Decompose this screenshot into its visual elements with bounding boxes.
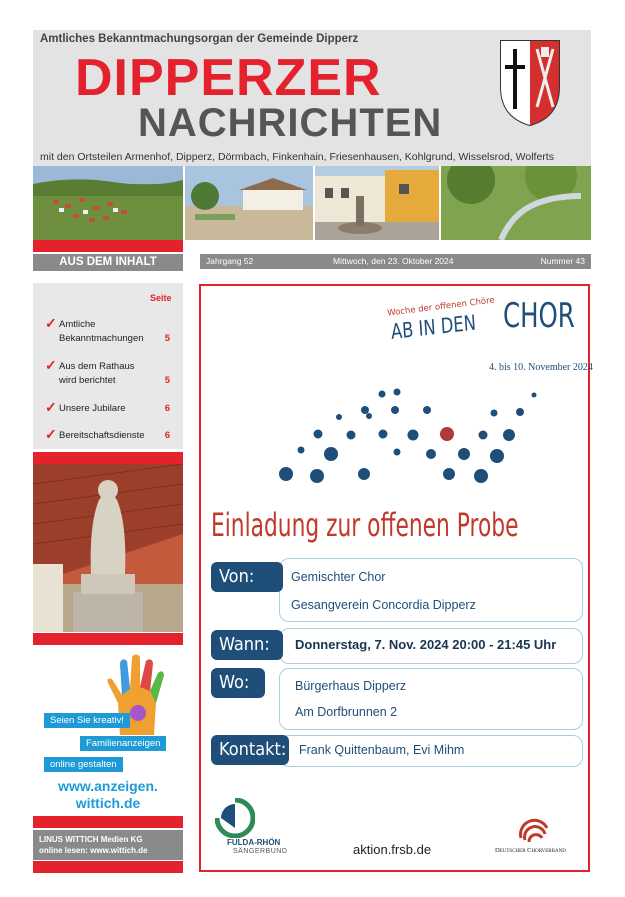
chor-text: CHOR	[503, 296, 575, 336]
von-choir: Gemischter Chor	[291, 570, 386, 584]
village-aerial-photo	[33, 166, 183, 240]
ortsteile-line: mit den Ortsteilen Armenhof, Dipperz, Dörmbach, Finkenhain, Friesenhausen, Kohlgrund, Wisselsrod, Wolferts	[40, 151, 554, 163]
issue-date: Mittwoch, den 23. Oktober 2024	[333, 256, 454, 266]
ad-tag-family[interactable]: Familienanzeigen	[80, 736, 166, 751]
fulda-rhoen-logo-icon	[215, 798, 255, 838]
organ-line: Amtliches Bekanntmachungsorgan der Gemeinde Dipperz	[40, 33, 359, 45]
divider-bar	[33, 816, 183, 828]
divider-bar	[33, 240, 183, 252]
wo-venue: Bürgerhaus Dipperz	[295, 679, 407, 693]
wann-label: Wann:	[211, 630, 283, 660]
title-dipperzer: DIPPERZER	[75, 49, 382, 107]
publisher-url: online lesen: www.wittich.de	[39, 846, 148, 855]
contents-page-label: Seite	[150, 293, 172, 303]
check-icon: ✓	[45, 357, 57, 373]
von-club: Gesangverein Concordia Dipperz	[291, 598, 476, 612]
fountain-photo	[315, 166, 439, 240]
divider-bar	[33, 452, 183, 464]
kontakt-label: Kontakt:	[211, 735, 289, 765]
chorverband-logo-icon	[517, 818, 551, 842]
wo-address: Am Dorfbrunnen 2	[295, 705, 398, 719]
campaign-url[interactable]: aktion.frsb.de	[353, 842, 432, 857]
wo-label: Wo:	[211, 668, 265, 698]
contents-item[interactable]: ✓ Unsere Jubilare 6	[45, 399, 170, 415]
kontakt-value: Frank Quittenbaum, Evi Mihm	[299, 743, 465, 757]
wo-box	[279, 668, 583, 730]
wann-value: Donnerstag, 7. Nov. 2024 20:00 - 21:45 Uhr	[295, 637, 557, 652]
issue-bar	[200, 254, 591, 269]
invitation-poster	[199, 284, 593, 872]
check-icon: ✓	[45, 399, 57, 415]
von-label: Von:	[211, 562, 283, 592]
ad-tag-online[interactable]: online gestalten	[44, 757, 123, 772]
stream-photo	[441, 166, 591, 240]
chorverband-name: Deutscher Chorverband	[495, 847, 566, 854]
week-of-open-choirs: Woche der offenen Chöre	[386, 295, 496, 319]
town-square-photo	[185, 166, 313, 240]
contents-heading: AUS DEM INHALT	[33, 254, 183, 271]
divider-bar	[33, 633, 183, 645]
check-icon: ✓	[45, 426, 57, 442]
coat-of-arms-icon	[499, 37, 561, 127]
contents-item[interactable]: ✓ Bereitschaftsdienste 6	[45, 426, 170, 442]
dot-pattern-graphic	[271, 382, 541, 492]
fulda-rhoen-name: FULDA-RHÖN	[227, 838, 281, 847]
contents-item[interactable]: ✓ Amtliche Bekanntmachungen 5	[45, 315, 170, 344]
issue-number: Nummer 43	[540, 256, 585, 266]
publisher-name: LINUS WITTICH Medien KG	[39, 835, 143, 844]
saengerbund-name: SÄNGERBUND	[233, 848, 288, 855]
contents-item[interactable]: ✓ Aus dem Rathaus wird berichtet 5	[45, 357, 170, 386]
von-box	[279, 558, 583, 622]
divider-bar	[33, 861, 183, 873]
publisher-box	[33, 830, 183, 860]
campaign-dates: 4. bis 10. November 2024	[489, 362, 593, 373]
saint-statue-photo	[33, 464, 183, 632]
ad-tag-creative[interactable]: Seien Sie kreativ!	[44, 713, 130, 728]
ab-in-den-text: AB IN DEN	[390, 310, 477, 344]
invitation-headline: Einladung zur offenen Probe	[211, 506, 519, 544]
check-icon: ✓	[45, 315, 57, 331]
title-nachrichten: NACHRICHTEN	[138, 101, 443, 145]
issue-jahrgang: Jahrgang 52	[206, 256, 254, 266]
ad-website-link[interactable]: www.anzeigen. wittich.de	[58, 778, 158, 811]
